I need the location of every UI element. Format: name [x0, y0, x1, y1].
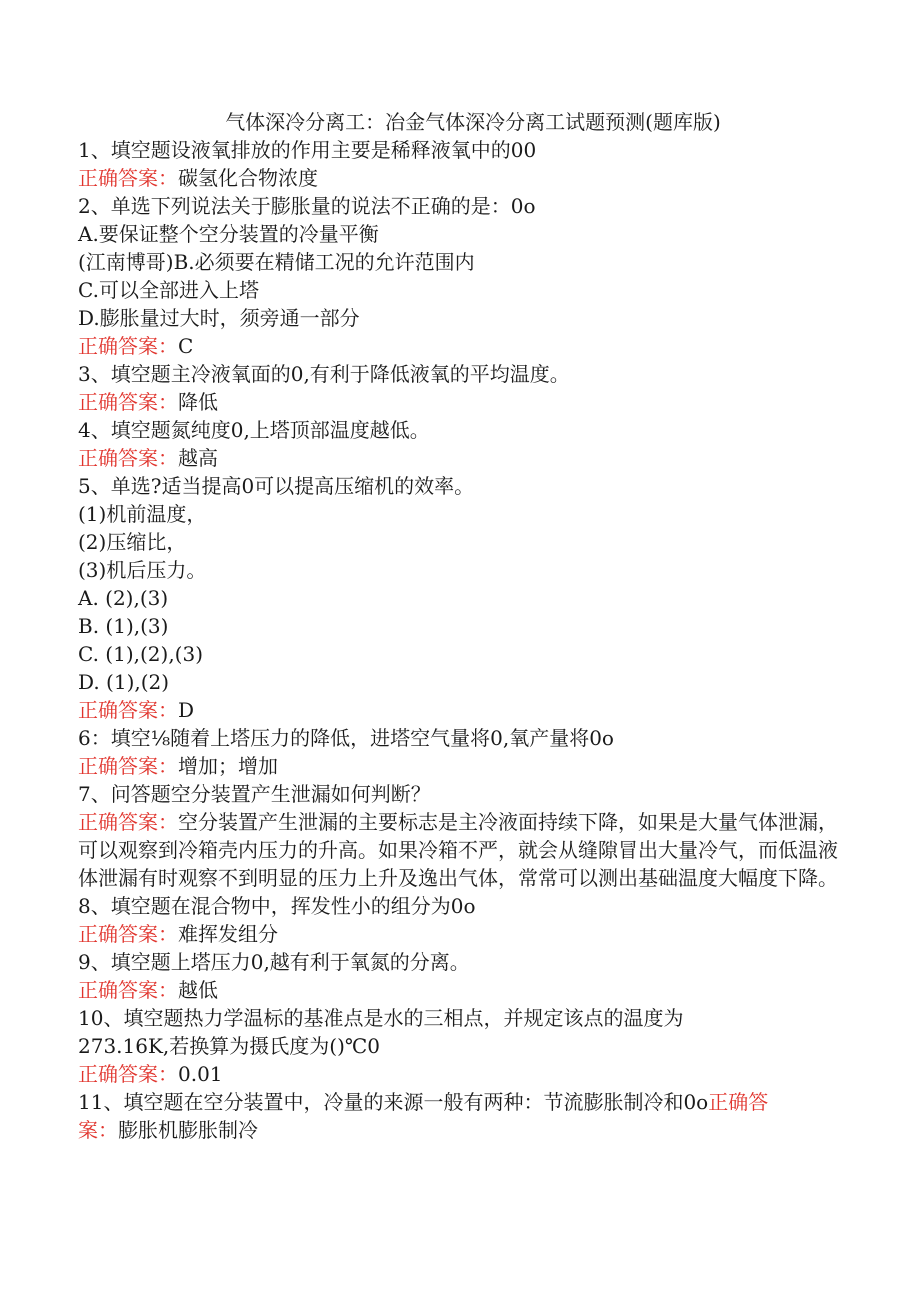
answer-4 [78, 444, 838, 472]
answer-2 [78, 332, 838, 360]
answer-text: 空分装置产生泄漏的主要标志是主冷液面持续下降，如果是大量气体泄漏，可以观察到冷箱壳内压力的升高。如果冷箱不严，就会从缝隙冒出大量冷气，而低温液体泄漏有时观察不到明显的压力上升及逸出气体，常常可以测出基础温度大幅度下降。 [78, 810, 838, 890]
question-11-text: 11、填空题在空分装置中，冷量的来源一般有两种：节流膨胀制冷和0o [78, 1090, 709, 1114]
option-2c: C.可以全部进入上塔 [78, 278, 259, 302]
option-5b: B. (1),(3) [78, 614, 169, 638]
answer-label: 正确答案： [78, 166, 178, 190]
option-5c: C. (1),(2),(3) [78, 642, 204, 666]
document-title: 气体深冷分离工：冶金气体深冷分离工试题预测(题库版) [225, 110, 721, 134]
answer-6 [78, 752, 838, 780]
document-page [78, 108, 838, 1144]
answer-text: D [178, 698, 195, 722]
answer-label: 正确答案： [78, 1062, 178, 1086]
answer-text: 碳氢化合物浓度 [178, 166, 318, 190]
item-5-3: (3)机后压力。 [78, 558, 207, 582]
answer-label: 正确答案： [78, 334, 178, 358]
answer-label: 正确答案： [78, 922, 178, 946]
question-4: 4、填空题氮纯度0,上塔顶部温度越低。 [78, 418, 430, 442]
item-5-1: (1)机前温度， [78, 502, 207, 526]
answer-11 [78, 1116, 838, 1144]
option-5d: D. (1),(2) [78, 670, 170, 694]
answer-label: 正确答案： [78, 446, 178, 470]
answer-8 [78, 920, 838, 948]
question-8: 8、填空题在混合物中，挥发性小的组分为0o [78, 894, 476, 918]
answer-text: 0.01 [178, 1062, 223, 1086]
answer-label: 正确答案： [78, 810, 178, 834]
answer-text: 膨胀机膨胀制冷 [118, 1118, 258, 1142]
question-9: 9、填空题上塔压力0,越有利于氧氮的分离。 [78, 950, 470, 974]
answer-7 [78, 808, 838, 892]
answer-label-part-2: 案： [78, 1118, 118, 1142]
answer-text: 降低 [178, 390, 218, 414]
question-5: 5、单选?适当提高0可以提高压缩机的效率。 [78, 474, 475, 498]
question-7: 7、问答题空分装置产生泄漏如何判断？ [78, 782, 431, 806]
option-2b: (江南博哥)B.必须要在精储工况的允许范围内 [78, 250, 475, 274]
option-2d: D.膨胀量过大时，须旁通一部分 [78, 306, 360, 330]
answer-label: 正确答案： [78, 390, 178, 414]
question-3: 3、填空题主冷液氧面的0,有利于降低液氧的平均温度。 [78, 362, 570, 386]
answer-3 [78, 388, 838, 416]
question-2: 2、单选下列说法关于膨胀量的说法不正确的是：0o [78, 194, 536, 218]
question-1: 1、填空题设液氧排放的作用主要是稀释液氧中的00 [78, 138, 537, 162]
question-11 [78, 1088, 838, 1116]
answer-label: 正确答案： [78, 698, 178, 722]
answer-text: 越高 [178, 446, 218, 470]
answer-10 [78, 1060, 838, 1088]
answer-label: 正确答案： [78, 978, 178, 1002]
question-10-line-2: 273.16K,若换算为摄氏度为()℃0 [78, 1034, 380, 1058]
question-6: 6：填空⅛随着上塔压力的降低，进塔空气量将0,氧产量将0o [78, 726, 614, 750]
answer-label-part-1: 正确答 [708, 1090, 769, 1114]
item-5-2: (2)压缩比， [78, 530, 187, 554]
option-5a: A. (2),(3) [78, 586, 169, 610]
answer-9 [78, 976, 838, 1004]
option-2a: A.要保证整个空分装置的冷量平衡 [78, 222, 379, 246]
answer-text: 增加；增加 [178, 754, 278, 778]
question-10-line-1: 10、填空题热力学温标的基准点是水的三相点，并规定该点的温度为 [78, 1006, 684, 1030]
answer-text: C [178, 334, 194, 358]
answer-text: 越低 [178, 978, 218, 1002]
answer-label: 正确答案： [78, 754, 178, 778]
answer-text: 难挥发组分 [178, 922, 278, 946]
answer-5 [78, 696, 838, 724]
answer-1 [78, 164, 838, 192]
